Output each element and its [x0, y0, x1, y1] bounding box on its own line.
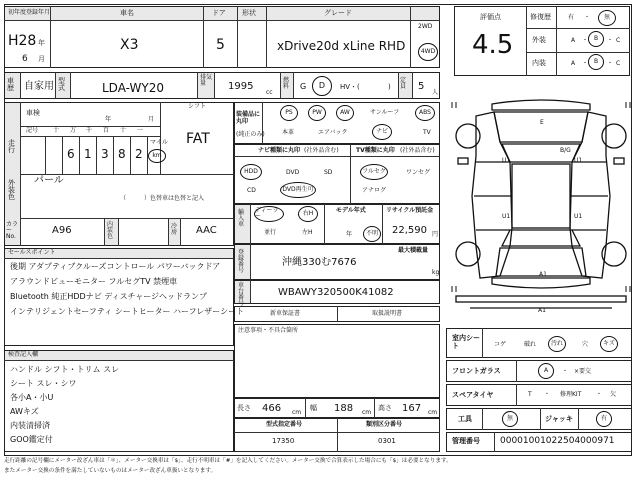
- displacement-unit: cc: [266, 89, 273, 96]
- inspection-year: 年: [105, 116, 112, 123]
- first-reg-year-suffix: 年: [38, 39, 45, 47]
- displacement-label: 排気量: [200, 74, 213, 87]
- mileage-digit-label: 十: [53, 127, 60, 134]
- equip-ps-circle: [280, 105, 298, 121]
- navi-dvd-play-circle: [280, 182, 316, 198]
- equip-sunroof: サンルーフ: [370, 109, 400, 116]
- capacity-value: 5: [418, 81, 425, 92]
- exterior-opt-c: C: [616, 37, 621, 44]
- inspector-note-line: ハンドル シフト・トリム スレ: [10, 365, 120, 374]
- drive-4wd-circle: [418, 43, 438, 61]
- fuel-hv: HV・(: [340, 83, 360, 91]
- fuel-d-circle: [312, 76, 332, 96]
- equip-pw-circle: [308, 105, 326, 121]
- manual-label: 取扱説明書: [372, 310, 403, 317]
- door-label: ドア: [212, 9, 226, 17]
- recycle-value: 22,590: [392, 225, 427, 236]
- tools-label: 工具: [458, 415, 472, 423]
- seat-stain-circle: [548, 336, 566, 352]
- mileage-digit: 3: [101, 147, 109, 161]
- import-rh: 右H: [302, 210, 314, 217]
- seat-label: 室内シート: [452, 334, 480, 351]
- navi-sd: SD: [324, 169, 333, 176]
- equip-abs-circle: [415, 105, 435, 121]
- chassis-label: 車台番号: [238, 282, 245, 307]
- car-diagram-svg: [450, 96, 632, 322]
- mileage-digit-label: 百: [103, 127, 110, 134]
- ac-label: 冷房: [171, 223, 178, 236]
- seat-item: 穴: [582, 341, 589, 348]
- grade-label: グレード: [324, 9, 352, 17]
- navi-cd: CD: [247, 187, 256, 194]
- repair-opt-yes: 有: [568, 14, 575, 21]
- model-year-label: モデル年式: [336, 207, 366, 214]
- length-unit: cm: [292, 409, 302, 416]
- navi-title: ナビ種類に丸印: [258, 147, 301, 154]
- score-value: 4.5: [472, 30, 514, 60]
- tv-oneseg: ワンセグ: [406, 169, 431, 176]
- tv-fullseg: フルセグ: [362, 168, 386, 175]
- interior-opt-c: C: [616, 60, 621, 67]
- displacement-value: 1995: [228, 81, 254, 92]
- height-label: 高さ: [378, 404, 392, 412]
- class-value: 0301: [378, 437, 396, 445]
- tv-title: TV種類に丸印: [356, 147, 395, 154]
- navi-hdd: HDD: [244, 168, 258, 175]
- model-year-unknown-circle: [363, 226, 381, 242]
- color-paren: （: [120, 195, 127, 202]
- mileage-digit: 6: [67, 147, 75, 161]
- inspector-note-line: GOO鑑定付: [10, 435, 53, 444]
- tv-fullseg-circle: [360, 164, 388, 180]
- exterior-b-circle: [588, 31, 604, 47]
- inspector-notes-title: 検査記入欄: [8, 351, 39, 358]
- mileage-unit-km: km: [152, 152, 162, 159]
- plate-label: 登録番号: [238, 249, 245, 274]
- color-label: 外装色: [8, 179, 15, 201]
- spare-item: T: [528, 391, 532, 398]
- length-label: 長さ: [237, 404, 251, 412]
- exterior-opt-a: A: [571, 37, 576, 44]
- seat-scratch-circle: [600, 336, 618, 352]
- spare-item: 修理KIT: [560, 391, 582, 398]
- plate-value: 沖縄330む7676: [282, 257, 357, 268]
- navi-hdd-circle: [240, 164, 262, 180]
- jack-value: 有: [600, 415, 607, 422]
- equip-navi: ナビ: [375, 128, 388, 135]
- tools-value-circle: [502, 411, 518, 427]
- equip-aw: AW: [340, 109, 350, 116]
- mileage-unit-mile: マイル: [150, 139, 168, 146]
- first-reg-year: H28: [8, 33, 37, 49]
- interior-label: 内装: [532, 59, 546, 67]
- spare-item: ・: [596, 391, 603, 398]
- jack-value-circle: [596, 411, 612, 427]
- import-dealer: ディーラー: [255, 207, 279, 220]
- equip-ps: PS: [285, 109, 293, 116]
- import-parallel: 並行: [264, 229, 277, 236]
- mileage-label: 走行: [8, 139, 15, 154]
- fuel-close: ): [388, 83, 391, 91]
- type-cert-label: 型式指定番号: [266, 421, 303, 428]
- mileage-digit-label: 千: [86, 127, 93, 134]
- damage-label: A1: [538, 307, 546, 314]
- repair-none-circle: [598, 10, 616, 26]
- seat-item: 破れ: [524, 341, 537, 348]
- inspector-note-line: AWキズ: [10, 407, 39, 416]
- equip-airbag: エアバック: [318, 129, 348, 136]
- category-value: 自家用: [24, 81, 54, 92]
- damage-label: U1: [574, 157, 583, 164]
- inspector-note-line: シート スレ・シワ: [10, 379, 77, 388]
- exterior-opt-dot2: ・: [607, 37, 614, 44]
- glass-replace: ×要交: [574, 368, 592, 375]
- damage-label: A1: [539, 271, 547, 278]
- recycle-unit: 円: [432, 231, 439, 238]
- chassis-value: WBAWY320500K41082: [278, 287, 394, 298]
- shift-label: シフト: [188, 103, 207, 110]
- import-label: 輸入車: [238, 209, 245, 228]
- model-year-year: 年: [346, 231, 353, 238]
- seat-stain: 汚れ: [550, 340, 563, 347]
- mileage-digit: 2: [135, 147, 143, 161]
- damage-label: E: [540, 119, 544, 126]
- import-dealer-circle: [254, 206, 284, 222]
- repair-label: 修復歴: [530, 13, 551, 21]
- inspection-month: 月: [148, 116, 155, 123]
- first-reg-label: 初年度登録年月: [8, 9, 51, 16]
- navi-note: (社外品含む): [304, 147, 339, 154]
- equip-pw: PW: [312, 109, 322, 116]
- jack-label: ジャッキ: [545, 415, 573, 423]
- interior-opt-dot1: ・: [582, 60, 589, 67]
- equipment-note: (純正のみ): [236, 131, 265, 138]
- mgmt-value: 00001001022504000971: [500, 436, 615, 446]
- glass-a: A: [543, 367, 549, 374]
- repair-opt-dot: ・: [584, 14, 591, 21]
- capacity-unit: 人: [432, 89, 439, 96]
- first-reg-month: 6: [22, 54, 28, 64]
- door-count: 5: [216, 37, 225, 53]
- damage-label: U1: [502, 157, 511, 164]
- color-code-label: カラーNo.: [6, 221, 19, 240]
- category-label: 車歴: [7, 77, 14, 92]
- mileage-digit-label: 記号: [26, 127, 39, 134]
- footer-line-1: 走行距離の記号欄にメーター改ざん車は「＊」、メーター交換車は「$」、走行不明車は「#」を記入してください。メーター交換で合算表示した場合にも「$」は必要となります。: [4, 458, 452, 464]
- mileage-digit: 1: [84, 147, 92, 161]
- tools-value: 無: [506, 415, 513, 422]
- score-label: 評価点: [480, 13, 501, 21]
- length-value: 466: [262, 403, 282, 414]
- car-diagram: [450, 96, 632, 322]
- model-value: LDA-WY20: [102, 81, 164, 95]
- capacity-label: 定員: [400, 77, 407, 90]
- max-load-label: 最大積載量: [398, 247, 429, 254]
- first-reg-month-suffix: 月: [38, 55, 45, 63]
- interior-opt-a: A: [571, 60, 576, 67]
- sales-points-title: セールスポイント: [8, 249, 56, 256]
- spare-label: スペアタイヤ: [452, 391, 494, 399]
- spare-item: 欠: [610, 391, 617, 398]
- shape-label: 形状: [242, 9, 256, 17]
- car-name-label: 車名: [120, 9, 134, 17]
- inspection-label: 車検: [26, 109, 40, 117]
- equipment-title: 装備品に丸印: [236, 111, 261, 125]
- color-note: ）色替車は色替と記入: [144, 195, 205, 202]
- ac-value: AAC: [196, 225, 217, 236]
- notes-block: [234, 324, 440, 398]
- equip-aw-circle: [336, 105, 354, 121]
- recycle-label: リサイクル預託金: [386, 207, 434, 214]
- warranty-label: 新車保証書: [270, 310, 301, 317]
- mgmt-label: 管理番号: [452, 437, 480, 445]
- car-name: X3: [120, 37, 139, 53]
- interior-opt-b: B: [593, 58, 599, 65]
- equip-navi-circle: [372, 124, 392, 140]
- mileage-digit-label: 十: [120, 127, 127, 134]
- damage-label: U1: [502, 213, 511, 220]
- glass-dot: ・: [562, 368, 569, 375]
- spare-item: ・: [544, 391, 551, 398]
- sales-point-line: アラウンドビューモニター フルセグTV 禁煙車: [10, 277, 178, 286]
- interior-opt-dot2: ・: [607, 60, 614, 67]
- drive-4wd: 4WD: [420, 48, 436, 55]
- width-label: 幅: [310, 404, 317, 412]
- footer-line-2: またメーター交換の条件を満たしていないものはメーター改ざん車扱いとなります。: [4, 468, 217, 474]
- max-load-unit: kg: [432, 269, 440, 276]
- equip-leather: 本革: [282, 129, 295, 136]
- color-code: A96: [52, 225, 72, 236]
- seat-scratch: キズ: [603, 340, 615, 347]
- class-label: 類別区分番号: [366, 421, 403, 428]
- navi-dvd-play: DVD再生可: [282, 186, 314, 193]
- fuel-d: D: [318, 81, 326, 90]
- navi-dvd: DVD: [286, 169, 300, 176]
- sales-point-line: Bluetooth 純正HDDナビ ディスチャージヘッドランプ: [10, 292, 208, 301]
- width-value: 188: [334, 403, 354, 414]
- damage-label: U1: [574, 213, 583, 220]
- tv-note: (社外品含む): [400, 147, 435, 154]
- tv-analog: アナログ: [362, 187, 387, 194]
- repair-opt-none: 無: [603, 14, 610, 21]
- sales-point-line: 後期 アダプティブクルーズコントロール パワーバックドア: [10, 262, 221, 271]
- inspector-note-line: 各小A・小U: [10, 393, 54, 402]
- shift-value: FAT: [186, 131, 210, 147]
- glass-label: フロントガラス: [452, 367, 501, 375]
- model-label: 型式: [58, 77, 65, 92]
- interior-b-circle: [588, 54, 604, 70]
- interior-color-label: 内装色: [107, 221, 114, 240]
- mileage-km-circle: [148, 149, 166, 163]
- glass-a-circle: [538, 363, 554, 379]
- drive-2wd: 2WD: [418, 23, 433, 30]
- import-rh-circle: [298, 206, 318, 222]
- fuel-g: G: [300, 82, 307, 91]
- sales-point-line: インテリジェントセーフティ シートヒーター ハーフレザーシート: [10, 307, 245, 316]
- fuel-label: 燃料: [283, 77, 290, 90]
- mileage-digit-label: 万: [70, 127, 77, 134]
- color-value: パール: [34, 175, 64, 186]
- exterior-label: 外装: [532, 36, 546, 44]
- equip-abs: ABS: [419, 109, 431, 116]
- exterior-opt-dot1: ・: [582, 37, 589, 44]
- notes-label: 注意事項・不具合箇所: [238, 327, 299, 334]
- grade-value: xDrive20d xLine RHD: [277, 39, 406, 53]
- damage-label: B/G: [560, 147, 571, 154]
- equip-tv: TV: [423, 129, 431, 136]
- type-cert-value: 17350: [272, 437, 295, 445]
- width-unit: cm: [362, 409, 372, 416]
- import-lh: 左H: [302, 229, 313, 236]
- height-unit: cm: [428, 409, 438, 416]
- inspector-note-line: 内装清掃済: [10, 421, 50, 430]
- mileage-digit-label: 一: [137, 127, 144, 134]
- seat-item: コゲ: [494, 341, 507, 348]
- height-value: 167: [402, 403, 422, 414]
- model-year-unknown: 不明: [365, 230, 378, 237]
- mileage-digit: 8: [118, 147, 126, 161]
- exterior-opt-b: B: [593, 35, 599, 42]
